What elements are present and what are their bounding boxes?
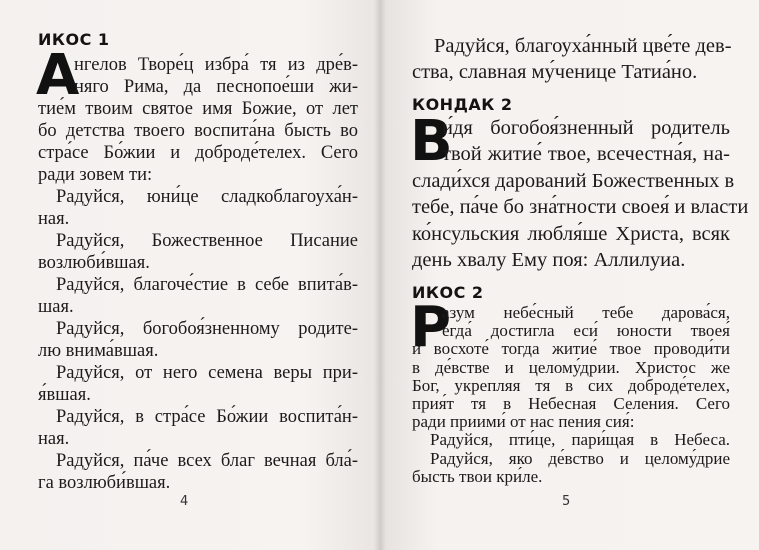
ikos-2-heading: ИКОС 2	[412, 283, 484, 302]
page-number-left: 4	[180, 494, 189, 509]
text-line: лю внима́вшая.	[38, 341, 159, 361]
text-line: возлюби́вшая.	[38, 253, 150, 273]
text-line: в де́встве и целому́дрии. Христос же	[412, 357, 730, 377]
text-line: слади́хся дарований Божественных в	[412, 170, 735, 192]
text-line: няго Рима, да песнопое́ши жи-	[74, 77, 358, 97]
text-line: ради приими́ от нас пения сия́:	[412, 412, 635, 432]
drop-cap-initial: Р	[410, 295, 452, 360]
text-line: ради зовем ти:	[38, 165, 153, 185]
text-line: день хвалу Ему поя: Аллилуиа.	[412, 249, 686, 271]
drop-cap-initial: В	[410, 109, 453, 174]
ikos-1-heading: ИКОС 1	[38, 30, 110, 49]
text-line: ная.	[38, 429, 70, 449]
text-line: Радуйся, благоче́стие в себе впита́в-	[56, 275, 358, 295]
text-line: и́дя богобоя́зненный родитель	[442, 117, 730, 139]
text-line: бысть твои кри́ле.	[412, 466, 543, 486]
text-line: прия́т тя в Небесная Селения. Сего	[412, 394, 730, 413]
kondak-2-heading: КОНДАК 2	[412, 95, 513, 114]
drop-cap-initial: А	[36, 43, 80, 108]
text-line: ная.	[38, 209, 70, 229]
text-line: Радуйся, богобоя́зненному родите-	[56, 319, 358, 339]
text-line: тие́м твоим святое имя Божие, от лет	[38, 99, 358, 119]
text-line: бо детства твоего воспита́на бысть во	[38, 121, 358, 141]
text-line: га возлюби́вшая.	[38, 473, 171, 493]
text-line: азум небе́сный тебе дарова́ся,	[442, 303, 730, 322]
text-line: егда́ достигла еси́ юности твоея́	[442, 321, 730, 341]
book-gutter	[374, 0, 386, 550]
text-line: ко́нсульския любля́ше Христа, всяк	[412, 223, 730, 245]
text-line: тебе, па́че бо зна́тности своея́ и власти	[412, 196, 749, 218]
text-line: ства, славная му́ченице Татиа́но.	[412, 61, 698, 83]
text-line: шая.	[38, 297, 74, 317]
text-line: Радуйся, благоуха́нный цве́те дев-	[434, 35, 732, 57]
text-line: твой житие́ твое, всечестна́я, на-	[442, 143, 730, 165]
text-line: Радуйся, Божественное Писание	[56, 231, 358, 251]
page-number-right: 5	[562, 494, 571, 509]
text-line: Радуйся, от него семена веры при-	[56, 363, 358, 383]
text-line: Радуйся, в стра́се Бо́жии воспита́н-	[56, 407, 358, 427]
text-line: Радуйся, пти́це, пари́щая в Небеса.	[430, 430, 730, 450]
text-line: Бог, укрепляя тя в сих доброде́телех,	[412, 375, 730, 395]
text-line: нгелов Творе́ц избра́ тя из дре́в-	[74, 55, 358, 75]
text-line: Радуйся, па́че всех благ вечная бла́-	[56, 451, 358, 471]
text-line: стра́се Бо́жии и доброде́телех. Сего	[38, 143, 358, 163]
text-line: и восхоте́ тогда житие́ твое проводи́ти	[412, 339, 730, 359]
text-line: Радуйся, юни́це сладкоблагоуха́н-	[56, 187, 358, 207]
text-line: Радуйся, яко де́вство и целому́дрие	[430, 448, 730, 468]
text-line: я́вшая.	[38, 385, 91, 405]
right-page	[380, 0, 759, 550]
